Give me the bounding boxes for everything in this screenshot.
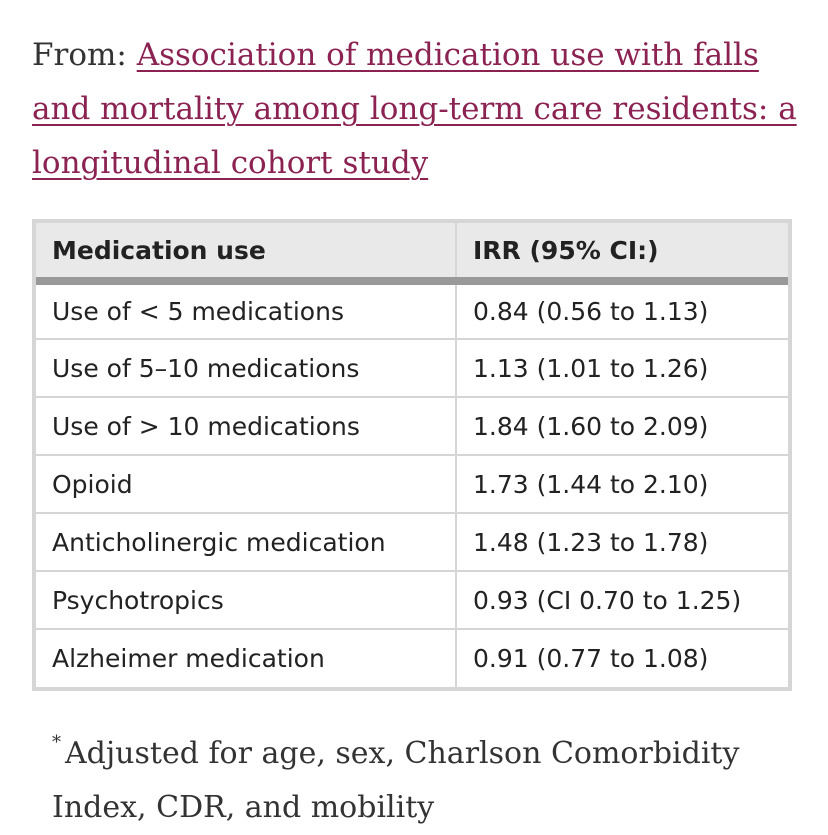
table-row: [36, 513, 788, 571]
irr-cell: 1.13 (1.01 to 1.26): [456, 339, 788, 397]
footnote-marker: *: [52, 732, 61, 753]
results-table: [36, 223, 788, 687]
from-label: From:: [32, 37, 137, 73]
table-header-row: [36, 223, 788, 281]
table-row: [36, 455, 788, 513]
irr-cell: 0.91 (0.77 to 1.08): [473, 644, 709, 673]
footnote: [52, 720, 792, 835]
table-row: [36, 397, 788, 455]
table-row: [36, 339, 788, 397]
table-row: [36, 629, 788, 687]
medication-cell: Psychotropics: [36, 571, 456, 629]
irr-cell: 0.93 (CI 0.70 to 1.25): [456, 571, 788, 629]
medication-cell: Use of 5–10 medications: [36, 339, 456, 397]
source-heading: [32, 28, 802, 190]
column-header-medication: Medication use: [36, 223, 456, 281]
table-row: [36, 571, 788, 629]
irr-cell: 0.84 (0.56 to 1.13): [456, 281, 788, 339]
medication-cell: Anticholinergic medication: [36, 513, 456, 571]
table-row: [36, 281, 788, 339]
irr-cell: 1.73 (1.44 to 2.10): [456, 455, 788, 513]
medication-cell: Alzheimer medication: [36, 629, 456, 687]
medication-cell: Use of < 5 medications: [36, 281, 456, 339]
footnote-text: Adjusted for age, sex, Charlson Comorbidity Index, CDR, and mobility: [52, 736, 740, 825]
medication-cell: Use of > 10 medications: [36, 397, 456, 455]
results-table-container: [32, 219, 792, 691]
column-header-irr: IRR (95% CI:): [456, 223, 788, 281]
medication-cell: Opioid: [36, 455, 456, 513]
article-title-link[interactable]: Association of medication use with falls and mortality among long-term care residents: a longitudinal cohort study: [32, 37, 797, 181]
irr-cell: 1.84 (1.60 to 2.09): [456, 397, 788, 455]
irr-cell: 1.48 (1.23 to 1.78): [456, 513, 788, 571]
